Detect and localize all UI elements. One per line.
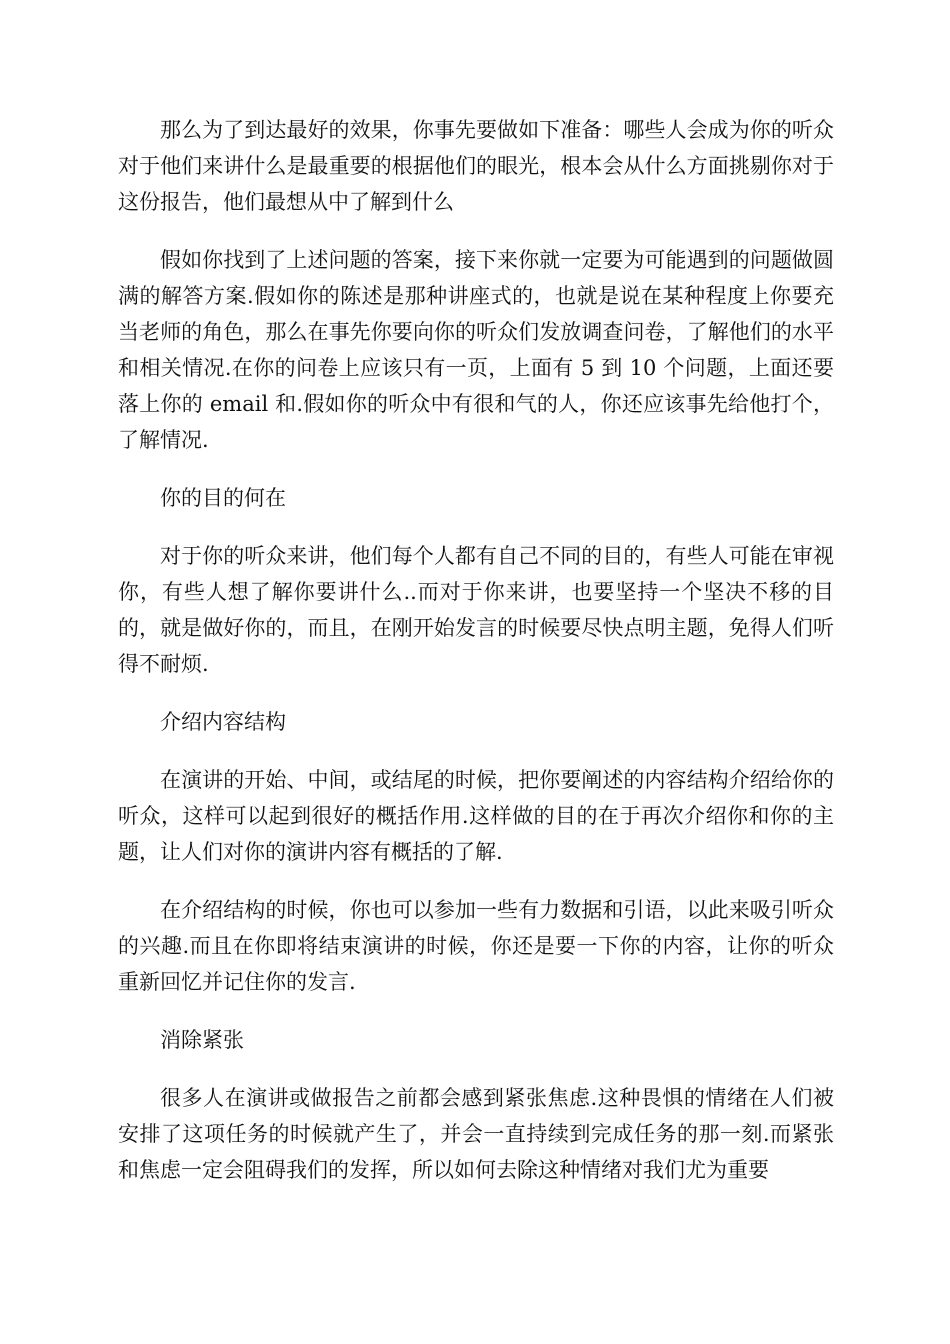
section-heading-structure: 介绍内容结构 — [160, 710, 286, 734]
paragraph-purpose: 对于你的听众来讲，他们每个人都有自己不同的目的，有些人可能在审视你，有些人想了解你要讲什么..而对于你来讲，也要坚持一个坚决不移的目的，就是做好你的，而且，在刚开始发言的时候要尽快点明主题，免得人们听得不耐烦. — [118, 544, 834, 676]
paragraph-structure-tips: 在介绍结构的时候，你也可以参加一些有力数据和引语，以此来吸引听众的兴趣.而且在你即将结束演讲的时候，你还是要一下你的内容，让你的听众重新回忆并记住你的发言. — [118, 898, 834, 994]
paragraph-structure: 在演讲的开始、中间，或结尾的时候，把你要阐述的内容结构介绍给你的听众，这样可以起到很好的概括作用.这样做的目的在于再次介绍你和你的主题，让人们对你的演讲内容有概括的了解. — [118, 768, 834, 864]
section-heading-purpose: 你的目的何在 — [160, 486, 286, 510]
paragraph-nervousness: 很多人在演讲或做报告之前都会感到紧张焦虑.这种畏惧的情绪在人们被安排了这项任务的时候就产生了，并会一直持续到完成任务的那一刻.而紧张和焦虑一定会阻碍我们的发挥，所以如何去除这种情绪对我们尤为重要 — [118, 1086, 834, 1182]
document-body — [118, 112, 834, 1210]
section-heading-nervousness: 消除紧张 — [160, 1028, 244, 1052]
paragraph-questionnaire: 假如你找到了上述问题的答案，接下来你就一定要为可能遇到的问题做圆满的解答方案.假如你的陈述是那种讲座式的，也就是说在某种程度上你要充当老师的角色，那么在事先你要向你的听众们发放调查问卷，了解他们的水平和相关情况.在你的问卷上应该只有一页，上面有 5 到 10 个问题，上面还要落上你的 email 和.假如你的听众中有很和气的人，你还应该事先给他打个，了解情况. — [118, 248, 834, 452]
paragraph-preparation: 那么为了到达最好的效果，你事先要做如下准备：哪些人会成为你的听众对于他们来讲什么是最重要的根据他们的眼光，根本会从什么方面挑剔你对于这份报告，他们最想从中了解到什么 — [118, 118, 834, 214]
